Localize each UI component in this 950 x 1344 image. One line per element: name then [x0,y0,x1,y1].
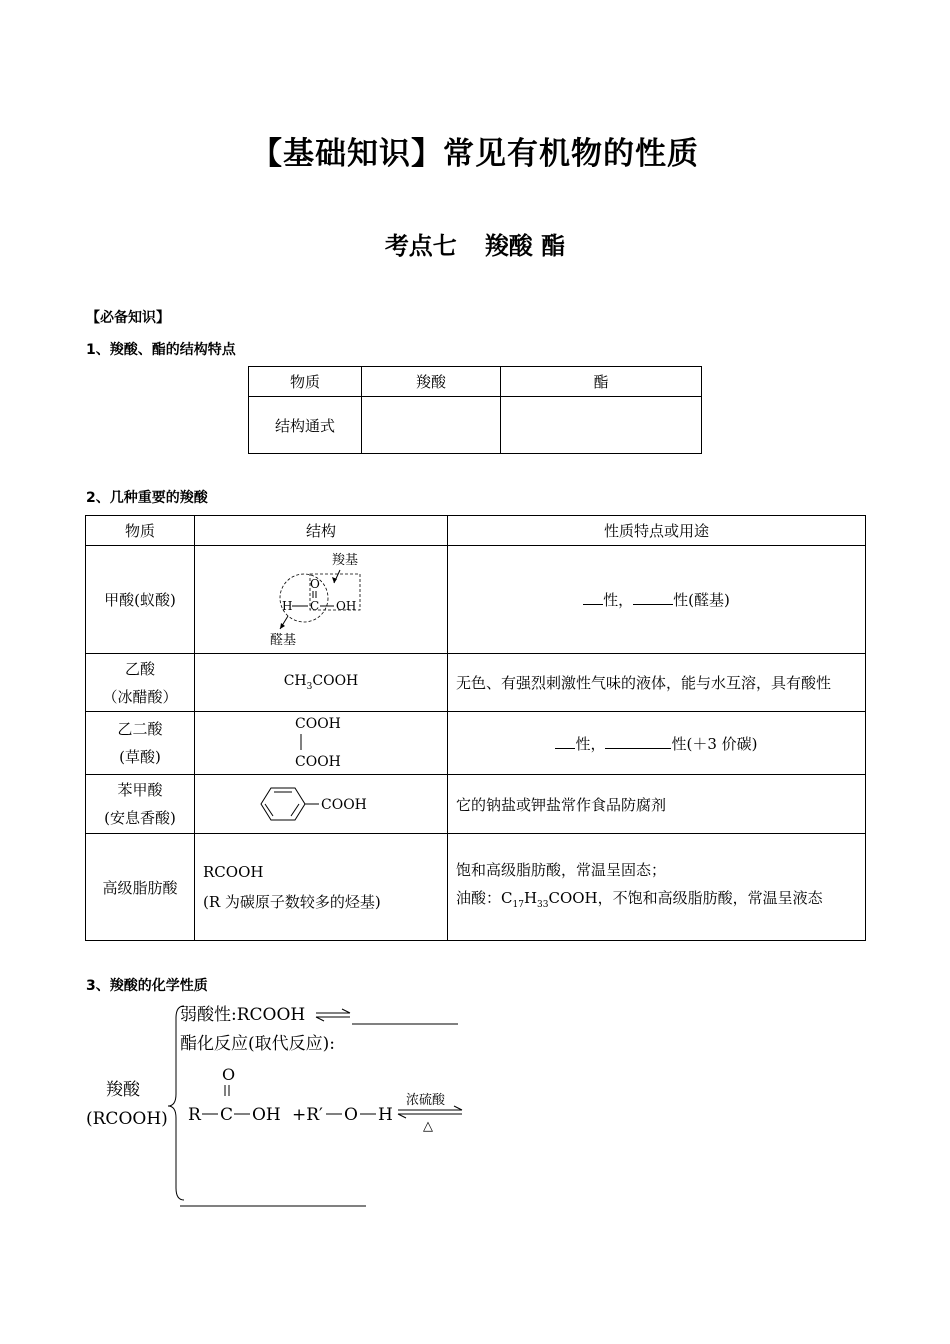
atom-o: O [310,576,320,591]
answer-blank[interactable] [605,734,671,749]
arrowhead-icon [454,1106,462,1110]
formula-part: COOH [312,673,359,690]
eq-c: C [220,1105,234,1125]
table-header: 结构 [195,516,448,546]
property-text: 性(＋3 价碳) [671,734,758,753]
property-text: 油酸：C [456,888,513,907]
arrowhead-icon [398,1114,406,1118]
formula-subscript: 33 [537,899,549,910]
acid-name [86,712,195,775]
answer-blank[interactable] [583,590,603,605]
atom-h: H [282,598,293,613]
table-row [86,834,866,941]
arrowhead-icon [280,623,285,629]
table-header: 羧酸 [362,367,501,397]
property-text: H [523,888,538,907]
group-bottom: COOH [295,754,341,770]
heat-symbol: △ [423,1119,433,1134]
structure-line: (R 为碳原子数较多的烃基) [203,893,381,911]
property-text: 性， [603,591,634,609]
eq-r: R [188,1105,201,1125]
acid-name [86,654,195,712]
arrowhead-icon [316,1017,324,1021]
section2-heading: 2、几种重要的羧酸 [86,490,208,506]
table-header: 性质特点或用途 [448,516,866,546]
acid-name-line: 苯甲酸 [117,781,163,799]
acid-name-line: (草酸) [119,748,161,766]
section-label: 【必备知识】 [86,310,170,326]
acid-structure [195,654,448,712]
property-text: 性， [575,734,606,753]
table-header: 物质 [249,367,362,397]
aldehyde-label: 醛基 [270,632,297,648]
atom-oh: OH [336,598,357,613]
aldehyde-circle [280,574,328,622]
weak-acid-text: 弱酸性:RCOOH [180,1005,306,1025]
arrowhead-icon [342,1009,350,1013]
blank-cell [362,397,501,454]
benzoic-acid-diagram [251,782,391,826]
table-row [86,654,866,712]
section3-heading: 3、羧酸的化学性质 [86,978,208,994]
structure-table [248,366,702,454]
table-row [86,712,866,775]
carboxylic-acid-properties-diagram [80,996,480,1212]
carboxyl-group: COOH [321,797,367,813]
acid-property: 它的钠盐或钾盐常作食品防腐剂 [448,775,866,834]
esterification-label: 酯化反应(取代反应): [180,1034,335,1054]
eq-o: O [344,1105,358,1125]
catalyst-label: 浓硫酸 [406,1093,446,1108]
acid-name-line: （冰醋酸） [102,687,178,706]
section1-heading: 1、羧酸、酯的结构特点 [86,342,236,358]
answer-blank[interactable] [633,590,673,605]
group-top: COOH [295,716,341,732]
table-header: 物质 [86,516,195,546]
acid-property [448,712,866,775]
acid-property: 无色、有强烈刺激性气味的液体，能与水互溶，具有酸性 [448,654,866,712]
acid-property [448,546,866,654]
acid-property [448,834,866,941]
property-line: 饱和高级脂肪酸，常温呈固态； [456,860,667,879]
property-text: COOH，不饱和高级脂肪酸，常温呈液态 [548,888,823,907]
subtitle-point: 考点七 [384,232,457,260]
eq-oh: OH [252,1105,281,1125]
formula-part: CH [283,673,307,690]
acid-label: 羧酸 [106,1080,140,1100]
oxalic-acid-diagram [281,714,361,772]
carboxylic-acids-table [85,515,866,941]
subtitle-topic: 羧酸 酯 [484,232,566,260]
table-row [86,775,866,834]
acid-name-line: (安息香酸) [104,809,176,827]
answer-blank[interactable] [555,734,575,749]
page-title: 【基础知识】常见有机物的性质 [251,136,699,172]
acid-structure [195,834,448,941]
acid-formula-label: (RCOOH) [86,1109,168,1129]
eq-plus-r: +R′ [292,1105,323,1125]
table-header: 酯 [501,367,702,397]
ring-double-bond [265,804,273,816]
atom-c: C [310,598,320,613]
property-line [456,884,857,919]
table-row [86,546,866,654]
acid-name-line: 乙酸 [124,659,155,678]
row-label: 结构通式 [249,397,362,454]
structure-line: RCOOH [203,863,264,881]
ring-double-bond [291,804,299,816]
blank-cell [501,397,702,454]
carboxyl-label: 羧基 [332,552,359,568]
property-text: 性(醛基) [673,591,730,609]
eq-carbonyl-o: O [222,1065,236,1084]
formula-subscript: 3 [306,681,313,692]
acid-name: 甲酸(蚁酸) [86,546,195,654]
formula-subscript: 17 [512,899,524,910]
formic-acid-diagram [266,550,376,650]
acid-name: 高级脂肪酸 [86,834,195,941]
page-subtitle [0,226,950,261]
eq-h: H [378,1105,393,1125]
acid-name-line: 乙二酸 [117,720,163,738]
acid-name [86,775,195,834]
